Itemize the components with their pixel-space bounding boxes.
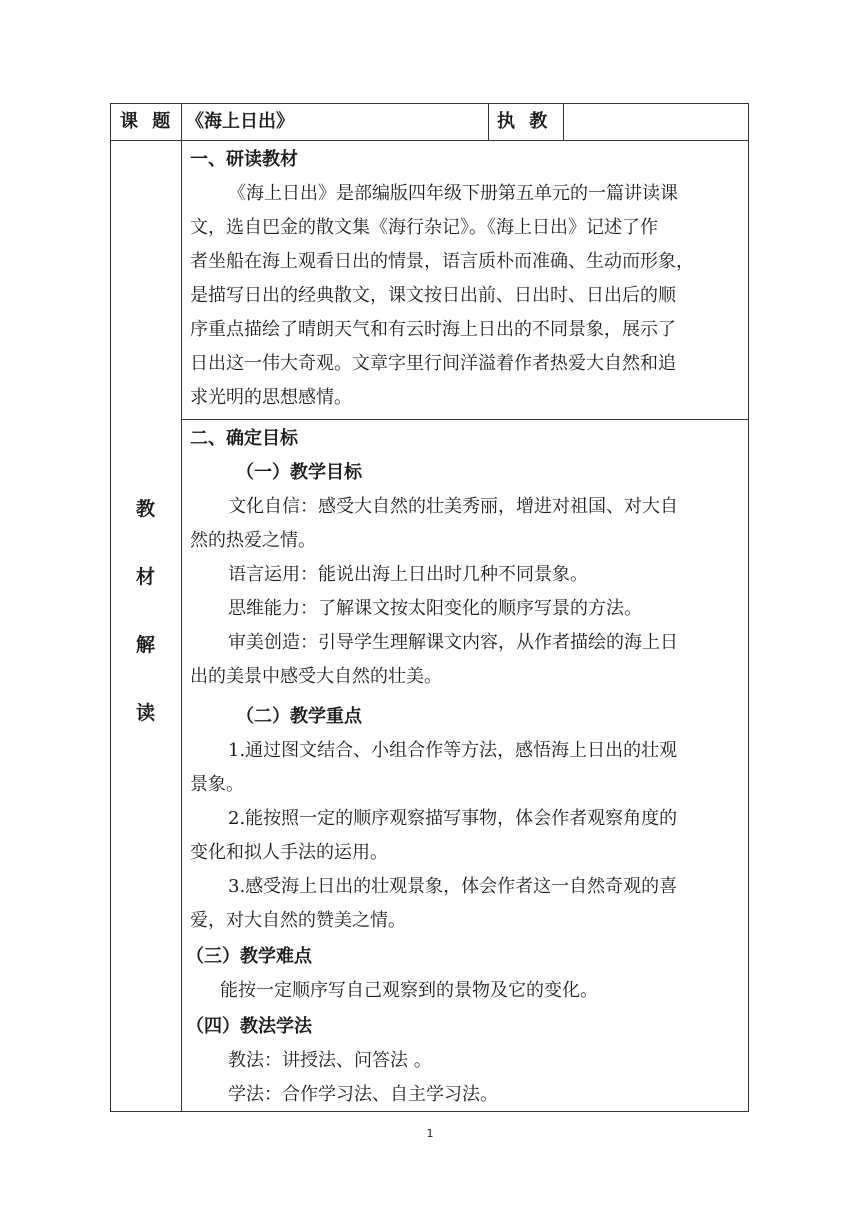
side-label-char: 解 — [135, 634, 155, 656]
paragraph-line: 日出这一伟大奇观。文章字里行间洋溢着作者热爱大自然和追 — [190, 353, 676, 374]
side-label-char: 教 — [135, 498, 155, 520]
subheading-methods: （四）教法学法 — [186, 1016, 312, 1037]
method-teach-line: 教法：讲授法、问答法 。 — [228, 1050, 432, 1071]
table-column-divider — [181, 103, 182, 1112]
lesson-label: 课 题 — [120, 111, 175, 132]
side-label-char: 材 — [135, 566, 155, 588]
subheading-key-points: （二）教学重点 — [236, 706, 362, 727]
goal-line: 思维能力：了解课文按太阳变化的顺序写景的方法。 — [228, 598, 642, 619]
teacher-value — [566, 103, 748, 140]
keypoint-line: 2.能按照一定的顺序观察描写事物，体会作者观察角度的 — [228, 808, 678, 829]
paragraph-line: 序重点描绘了晴朗天气和有云时海上日出的不同景象，展示了 — [190, 319, 676, 340]
keypoint-line: 1.通过图文结合、小组合作等方法，感悟海上日出的壮观 — [228, 740, 678, 761]
keypoint-line: 爱，对大自然的赞美之情。 — [190, 910, 406, 931]
side-label-char: 读 — [135, 702, 155, 724]
goal-line: 审美创造：引导学生理解课文内容，从作者描绘的海上日 — [228, 632, 678, 653]
paragraph-line: 者坐船在海上观看日出的情景，语言质朴而准确、生动而形象， — [190, 251, 694, 272]
goal-line: 文化自信：感受大自然的壮美秀丽，增进对祖国、对大自 — [228, 496, 678, 517]
paragraph-line: 文，选自巴金的散文集《海行杂记》。《海上日出》记述了作 — [190, 217, 658, 238]
subheading-teaching-goals: （一）教学目标 — [236, 462, 362, 483]
keypoint-line: 变化和拟人手法的运用。 — [190, 842, 388, 863]
section-divider — [181, 419, 749, 420]
goal-line: 语言运用：能说出海上日出时几种不同景象。 — [228, 564, 588, 585]
keypoint-line: 3.感受海上日出的壮观景象，体会作者这一自然奇观的喜 — [228, 876, 678, 897]
teacher-label: 执 教 — [497, 111, 552, 132]
goal-line: 然的热爱之情。 — [190, 530, 316, 551]
keypoint-line: 景象。 — [190, 774, 244, 795]
section-heading: 二、确定目标 — [190, 428, 298, 449]
table-border-right — [748, 103, 749, 1112]
header-divider-2 — [563, 103, 564, 140]
goal-line: 出的美景中感受大自然的壮美。 — [190, 666, 442, 687]
section-heading: 一、研读教材 — [190, 149, 298, 170]
paragraph-line: 求光明的思想感情。 — [190, 387, 352, 408]
subheading-difficulty: （三）教学难点 — [186, 946, 312, 967]
paragraph-line: 是描写日出的经典散文，课文按日出前、日出时、日出后的顺 — [190, 285, 676, 306]
difficulty-line: 能按一定顺序写自己观察到的景物及它的变化。 — [220, 980, 598, 1001]
paragraph-line: 《海上日出》是部编版四年级下册第五单元的一篇讲读课 — [228, 183, 678, 204]
side-label — [110, 140, 181, 1112]
page-number: 1 — [426, 1127, 434, 1140]
lesson-title: 《海上日出》 — [186, 111, 294, 132]
header-row-divider — [110, 140, 749, 141]
method-learn-line: 学法：合作学习法、自主学习法。 — [228, 1084, 498, 1105]
header-divider-1 — [488, 103, 489, 140]
